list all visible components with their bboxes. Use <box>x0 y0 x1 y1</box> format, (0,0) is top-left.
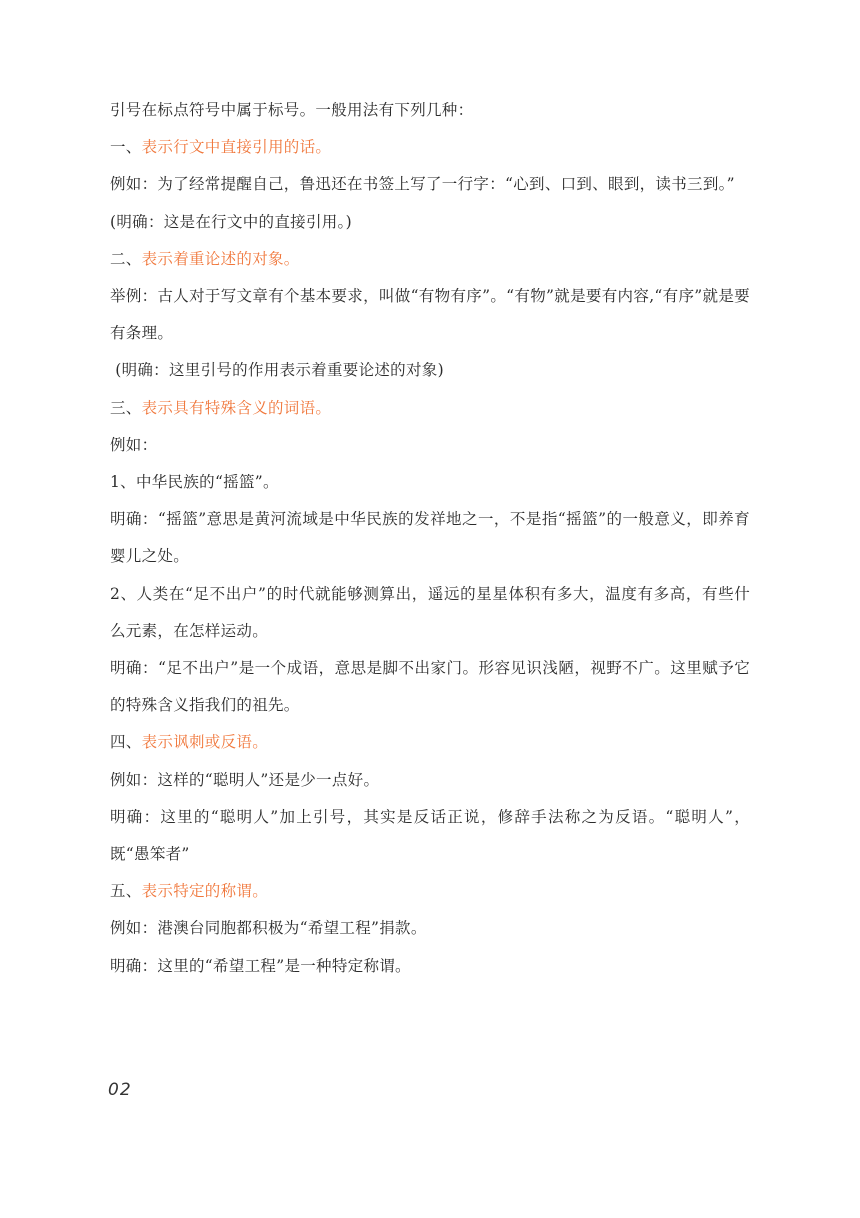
example-text: 例如：港澳台同胞都积极为“希望工程”捐款。 <box>110 919 427 938</box>
example-text: 举例：古人对于写文章有个基本要求，叫做“有物有序”。“有物”就是要有内容,“有序”就是要有条理。 <box>110 287 750 343</box>
section-heading-2 <box>110 241 750 278</box>
section-heading-1 <box>110 129 750 166</box>
section-title: 表示具有特殊含义的词语。 <box>141 398 332 417</box>
section-title: 表示行文中直接引用的话。 <box>141 138 332 157</box>
section-number: 二、 <box>110 249 142 268</box>
intro-text: 引号在标点符号中属于标号。一般用法有下列几种： <box>110 101 474 119</box>
section-title: 表示讽刺或反语。 <box>141 733 269 752</box>
clarification-text: (明确：这是在行文中的直接引用。) <box>110 212 352 231</box>
section-heading-5 <box>110 873 750 910</box>
section-number: 四、 <box>110 733 142 752</box>
clarification-text: 明确：这里的“聪明人”加上引号，其实是反话正说，修辞手法称之为反语。“聪明人”，既“愚笨者” <box>110 807 750 864</box>
section-title: 表示着重论述的对象。 <box>141 249 300 268</box>
example-item-2: 2、人类在“足不出户”的时代就能够测算出，遥远的星星体积有多大，温度有多高，有些什么元素，在怎样运动。 <box>110 584 750 640</box>
clarification-text: (明确：这里引号的作用表示着重要论述的对象) <box>110 361 444 380</box>
section-title: 表示特定的称谓。 <box>141 882 269 901</box>
document-body <box>110 92 750 985</box>
example-text: 例如：这样的“聪明人”还是少一点好。 <box>110 770 380 789</box>
example-text: 例如：为了经常提醒自己，鲁迅还在书签上写了一行字：“心到、口到、眼到，读书三到。” <box>110 175 735 194</box>
example-item-1: 1、中华民族的“摇篮”。 <box>110 473 279 492</box>
clarification-text: 明确：“足不出户”是一个成语，意思是脚不出家门。形容见识浅陋，视野不广。这里赋予它的特殊含义指我们的祖先。 <box>110 659 750 715</box>
section-number: 一、 <box>110 138 142 157</box>
page-number: 02 <box>108 1080 132 1100</box>
example-label: 例如： <box>110 435 158 454</box>
section-number: 三、 <box>110 398 142 417</box>
clarification-text: 明确：这里的“希望工程”是一种特定称谓。 <box>110 956 411 975</box>
section-number: 五、 <box>110 882 142 901</box>
section-heading-3 <box>110 390 750 427</box>
section-heading-4 <box>110 724 750 761</box>
clarification-text: 明确：“摇篮”意思是黄河流域是中华民族的发祥地之一，不是指“摇篮”的一般意义，即养育婴儿之处。 <box>110 510 750 566</box>
